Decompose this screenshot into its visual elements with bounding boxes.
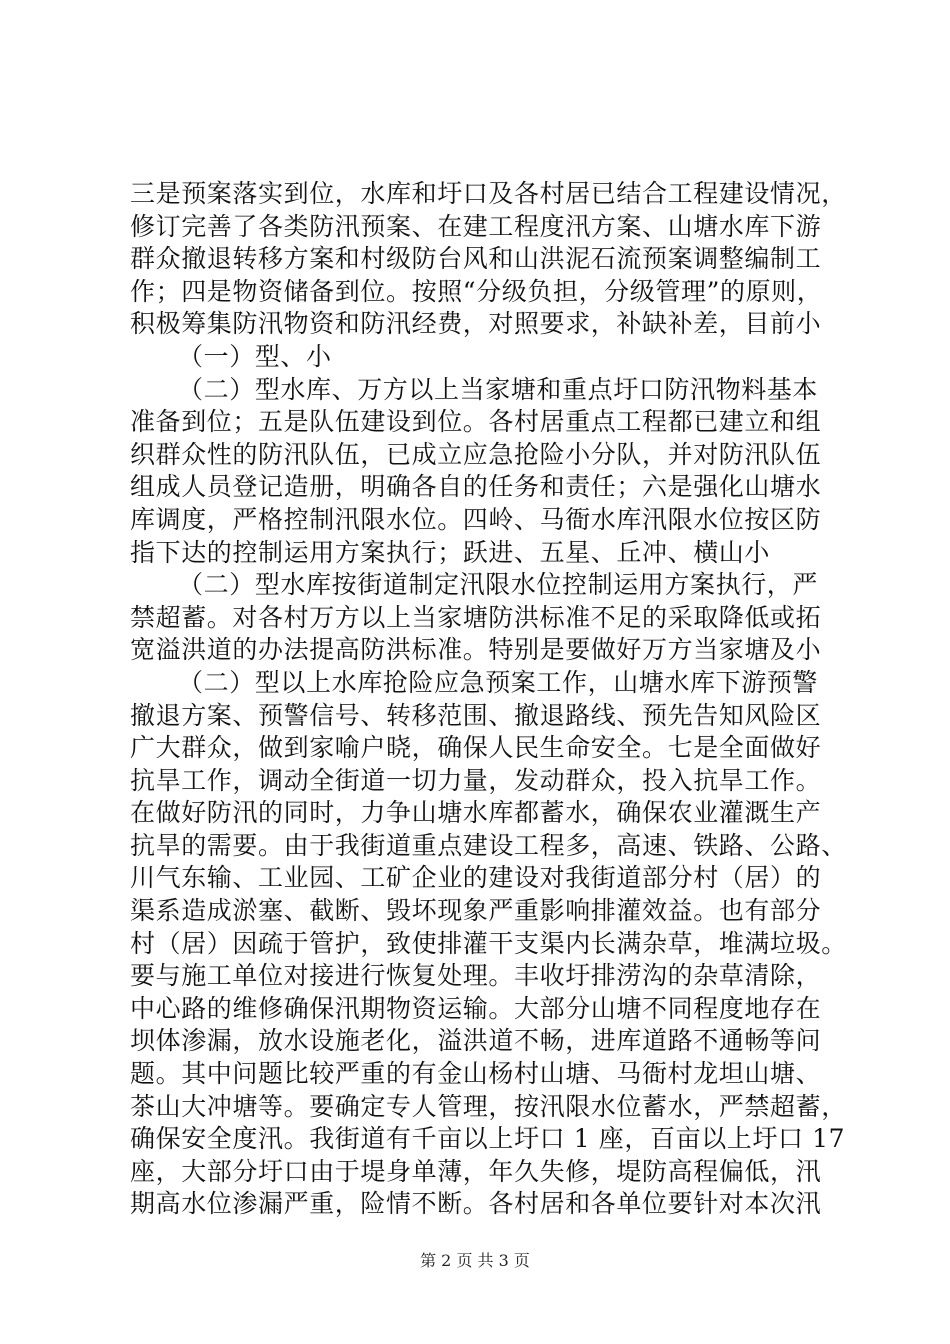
text-line: 题。其中问题比较严重的有金山杨村山塘、马衙村龙坦山塘、 — [130, 1059, 822, 1089]
text-line: 抗旱工作，调动全街道一切力量，发动群众，投入抗旱工作。 — [130, 765, 822, 795]
text-line: 修订完善了各类防汛预案、在建工程度汛方案、山塘水库下游 — [130, 211, 822, 241]
document-body — [130, 178, 847, 1221]
text-line: 组成人员登记造册，明确各自的任务和责任；六是强化山塘水 — [130, 472, 822, 502]
page-number: 第 2 页 共 3 页 — [420, 1251, 530, 1270]
text-line: （二）型水库、万方以上当家塘和重点圩口防汛物料基本 — [178, 374, 819, 404]
text-line: 在做好防汛的同时，力争山塘水库都蓄水，确保农业灌溉生产 — [130, 798, 822, 828]
text-line: 作；四是物资储备到位。按照“分级负担，分级管理”的原则， — [130, 276, 823, 306]
text-line: 座，大部分圩口由于堤身单薄，年久失修，堤防高程偏低，汛 — [130, 1156, 822, 1186]
text-line: 禁超蓄。对各村万方以上当家塘防洪标准不足的采取降低或拓 — [130, 602, 822, 632]
text-line: 抗旱的需要。由于我街道重点建设工程多，高速、铁路、公路、 — [130, 830, 847, 860]
text-line: （二）型以上水库抢险应急预案工作，山塘水库下游预警 — [178, 667, 819, 697]
text-line: 三是预案落实到位，水库和圩口及各村居已结合工程建设情况， — [130, 179, 847, 208]
text-line: （二）型水库按街道制定汛限水位控制运用方案执行，严 — [178, 570, 819, 600]
text-line: 宽溢洪道的办法提高防洪标准。特别是要做好万方当家塘及小 — [130, 635, 822, 665]
text-line: 准备到位；五是队伍建设到位。各村居重点工程都已建立和组 — [130, 407, 822, 437]
text-line: 中心路的维修确保汛期物资运输。大部分山塘不同程度地存在 — [130, 993, 822, 1023]
text-line: 库调度，严格控制汛限水位。四岭、马衙水库汛限水位按区防 — [130, 504, 822, 534]
text-line: （一）型、小 — [178, 341, 332, 371]
text-line: 广大群众，做到家喻户晓，确保人民生命安全。七是全面做好 — [130, 733, 822, 763]
text-line: 渠系造成淤塞、截断、毁坏现象严重影响排灌效益。也有部分 — [130, 896, 822, 926]
text-line: 织群众性的防汛队伍，已成立应急抢险小分队，并对防汛队伍 — [130, 439, 822, 469]
text-line: 坝体渗漏，放水设施老化，溢洪道不畅，进库道路不通畅等问 — [130, 1026, 822, 1056]
text-line: 积极筹集防汛物资和防汛经费，对照要求，补缺补差，目前小 — [130, 309, 822, 339]
text-line: 撤退方案、预警信号、转移范围、撤退路线、预先告知风险区 — [130, 700, 822, 730]
text-line: 茶山大冲塘等。要确定专人管理，按汛限水位蓄水，严禁超蓄， — [130, 1091, 847, 1121]
text-line: 川气东输、工业园、工矿企业的建设对我街道部分村（居）的 — [130, 863, 822, 893]
text-line: 期高水位渗漏严重，险情不断。各村居和各单位要针对本次汛 — [130, 1189, 822, 1219]
text-line: 指下达的控制运用方案执行；跃进、五星、丘冲、横山小 — [130, 537, 771, 567]
text-line: 要与施工单位对接进行恢复处理。丰收圩排涝沟的杂草清除， — [130, 961, 822, 991]
text-line: 群众撤退转移方案和村级防台风和山洪泥石流预案调整编制工 — [130, 244, 822, 274]
text-line: 确保安全度汛。我街道有千亩以上圩口 1 座，百亩以上圩口 17 — [130, 1124, 846, 1154]
text-line: 村（居）因疏于管护，致使排灌干支渠内长满杂草，堆满垃圾。 — [130, 928, 847, 958]
